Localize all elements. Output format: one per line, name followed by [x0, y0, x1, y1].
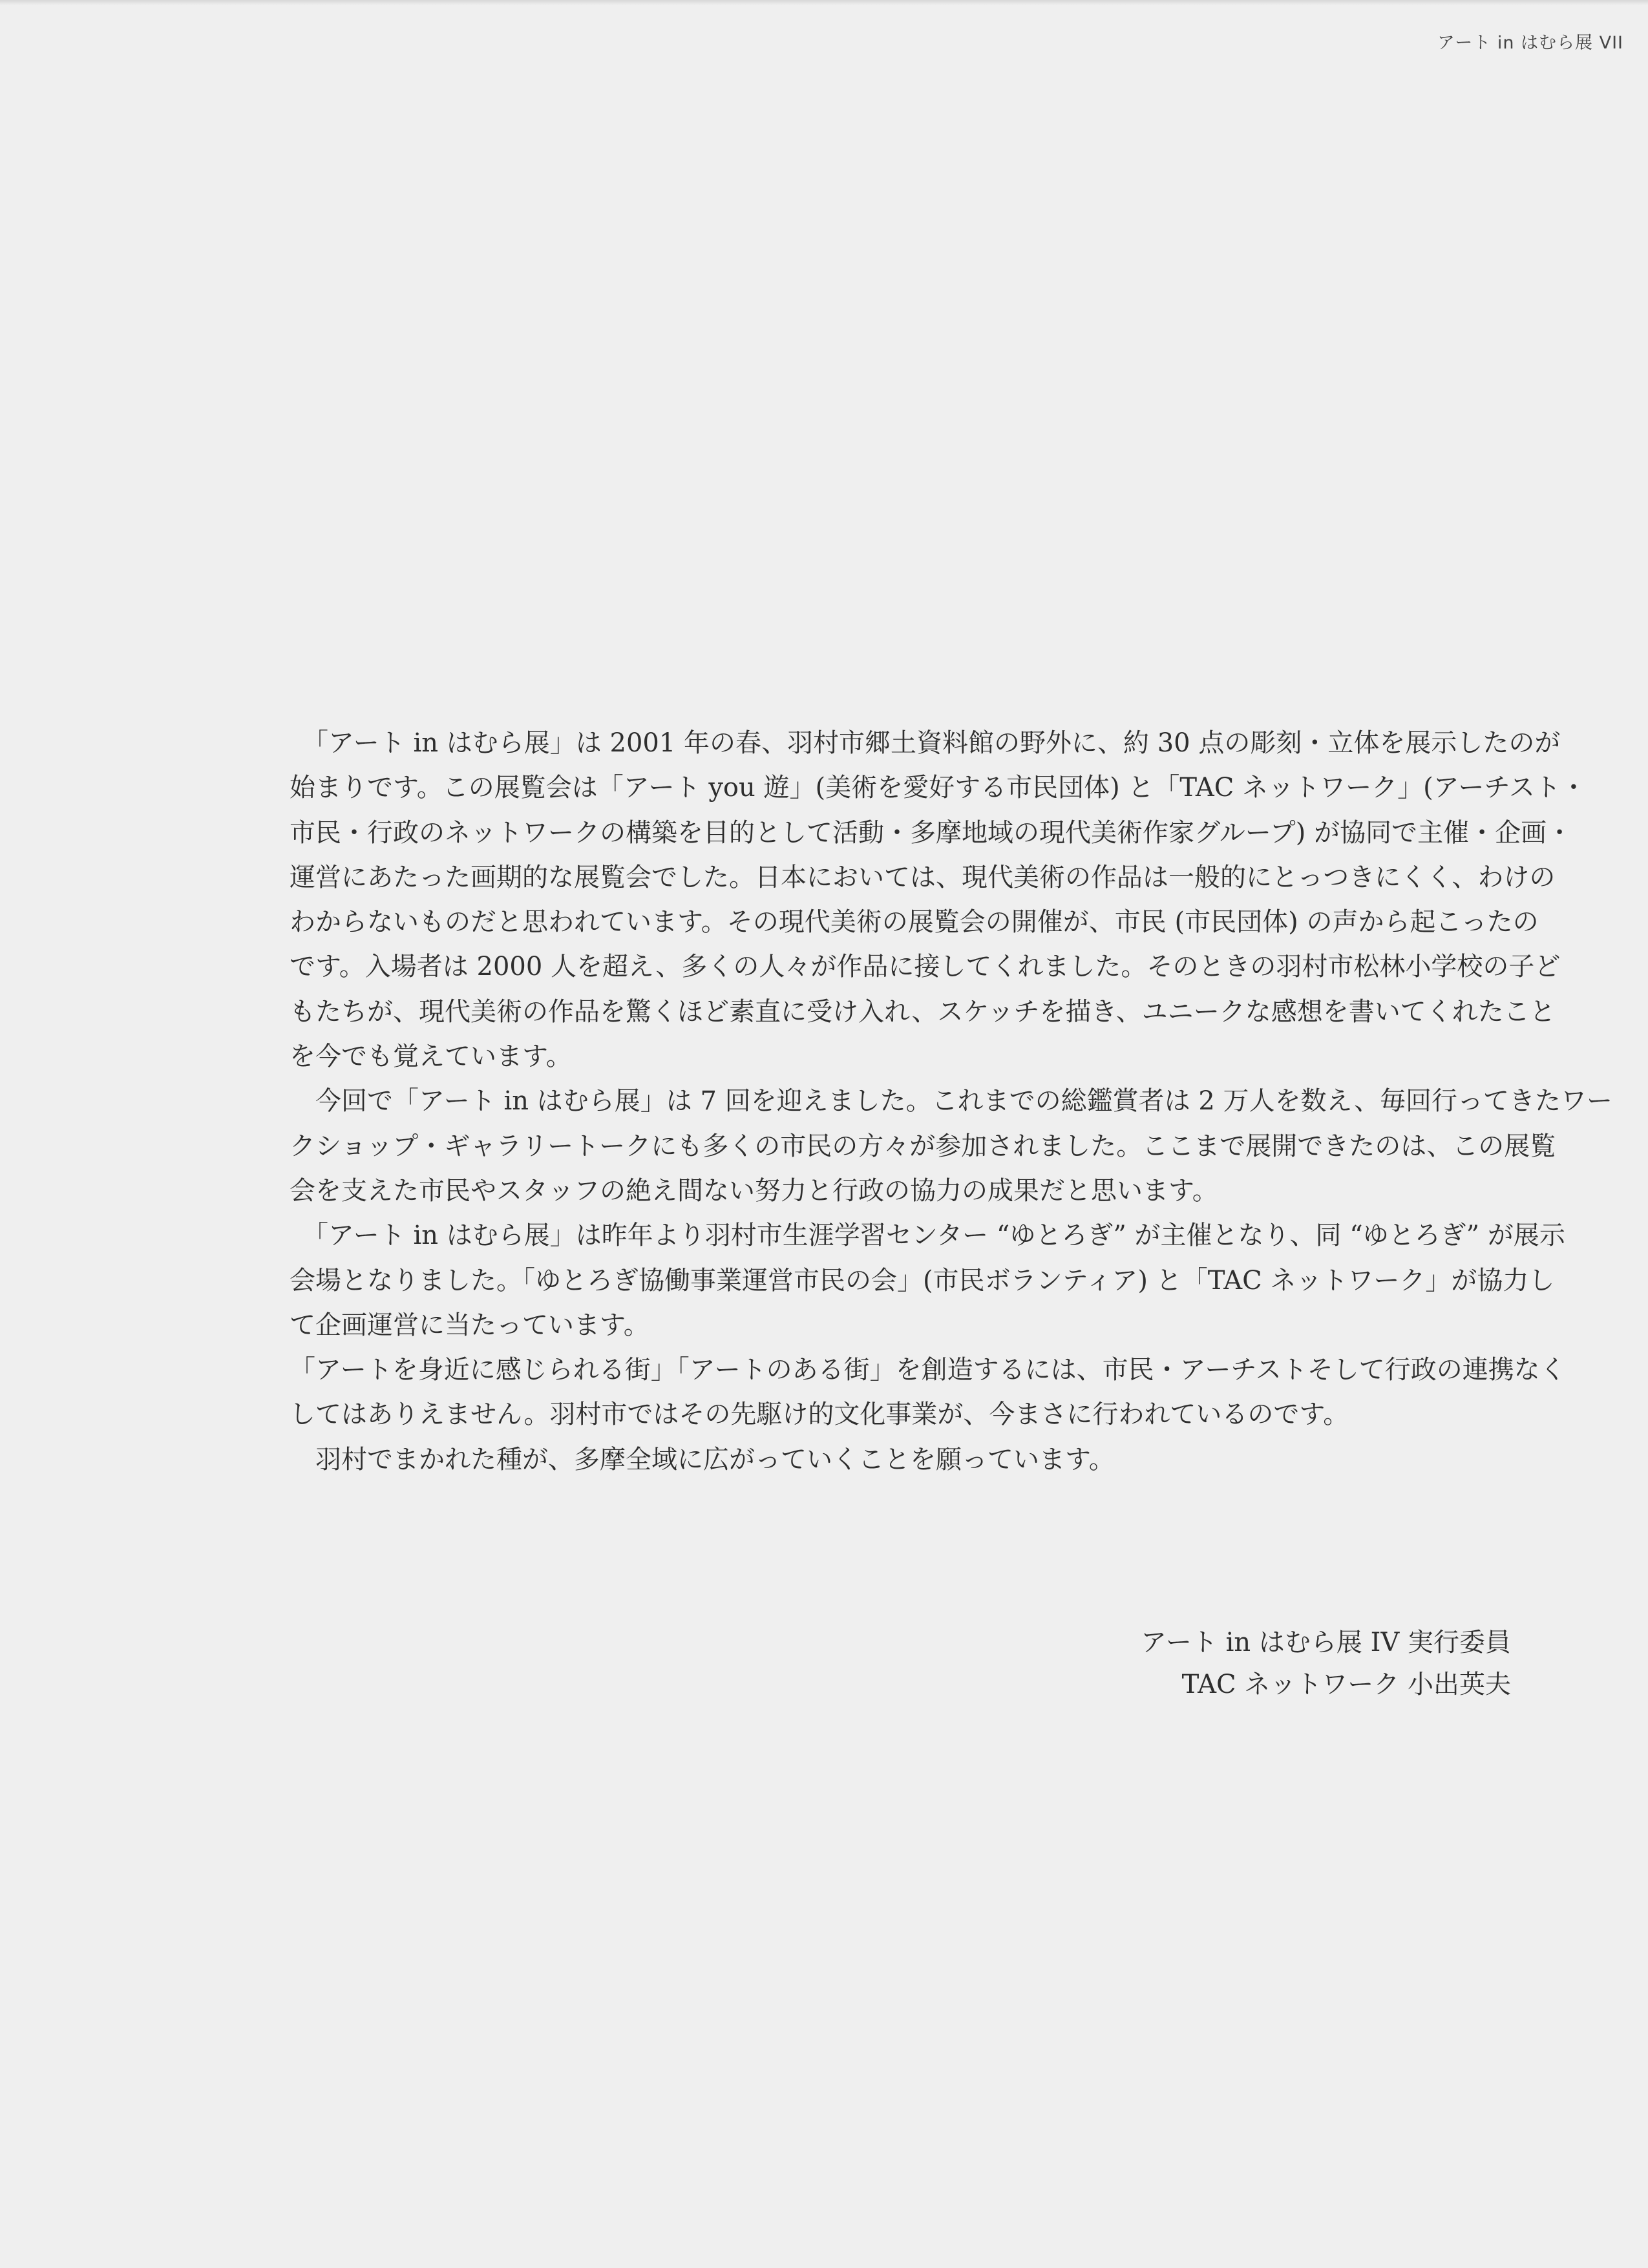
- text-line: 羽村でまかれた種が、多摩全域に広がっていくことを願っています。: [290, 1444, 1115, 1475]
- signature-committee: アート in はむら展 IV 実行委員: [1141, 1628, 1511, 1657]
- body-text: [290, 721, 1612, 1482]
- text-line: わからないものだと思われています。その現代美術の展覧会の開催が、市民 (市民団体) の声から起こったの: [290, 907, 1539, 938]
- text-line: 「アートを身近に感じられる街」「アートのある街」を創造するには、市民・アーチストそして行政の連携なく: [290, 1355, 1566, 1385]
- text-line: 市民・行政のネットワークの構築を目的として活動・多摩地域の現代美術作家グループ) が協同で主催・企画・: [290, 817, 1573, 848]
- text-line: 「アート in はむら展」は 2001 年の春、羽村市郷土資料館の野外に、約 30 点の彫刻・立体を展示したのが: [302, 728, 1561, 758]
- signature: [1141, 1622, 1511, 1706]
- text-line: 今回で「アート in はむら展」は 7 回を迎えました。これまでの総鑑賞者は 2 万人を数え、毎回行ってきたワー: [290, 1086, 1612, 1117]
- text-line: 運営にあたった画期的な展覧会でした。日本においては、現代美術の作品は一般的にとっつきにくく、わけの: [290, 862, 1556, 892]
- text-line: 「アート in はむら展」は昨年より羽村市生涯学習センター “ゆとろぎ” が主催となり、同 “ゆとろぎ” が展示: [302, 1221, 1565, 1251]
- text-line: もたちが、現代美術の作品を驚くほど素直に受け入れ、スケッチを描き、ユニークな感想を書いてくれたこと: [290, 996, 1556, 1027]
- text-line: を今でも覚えています。: [290, 1042, 572, 1072]
- running-head: アート in はむら展 VII: [1437, 33, 1623, 53]
- text-line: クショップ・ギャラリートークにも多くの市民の方々が参加されました。ここまで展開できたのは、この展覧: [290, 1131, 1556, 1161]
- page-edge: [0, 0, 1648, 5]
- text-line: て企画運営に当たっています。: [290, 1310, 650, 1340]
- signature-author: TAC ネットワーク 小出英夫: [1181, 1670, 1511, 1699]
- text-line: してはありえません。羽村市ではその先駆け的文化事業が、今まさに行われているのです。: [290, 1400, 1349, 1430]
- text-line: 会場となりました。「ゆとろぎ協働事業運営市民の会」(市民ボランティア) と「TAC ネットワーク」が協力し: [290, 1265, 1555, 1296]
- text-line: です。入場者は 2000 人を超え、多くの人々が作品に接してくれました。そのときの羽村市松林小学校の子ど: [290, 952, 1561, 982]
- text-line: 始まりです。この展覧会は「アート you 遊」(美術を愛好する市民団体) と「TAC ネットワーク」(アーチスト・: [290, 773, 1587, 803]
- text-line: 会を支えた市民やスタッフの絶え間ない努力と行政の協力の成果だと思います。: [290, 1175, 1218, 1206]
